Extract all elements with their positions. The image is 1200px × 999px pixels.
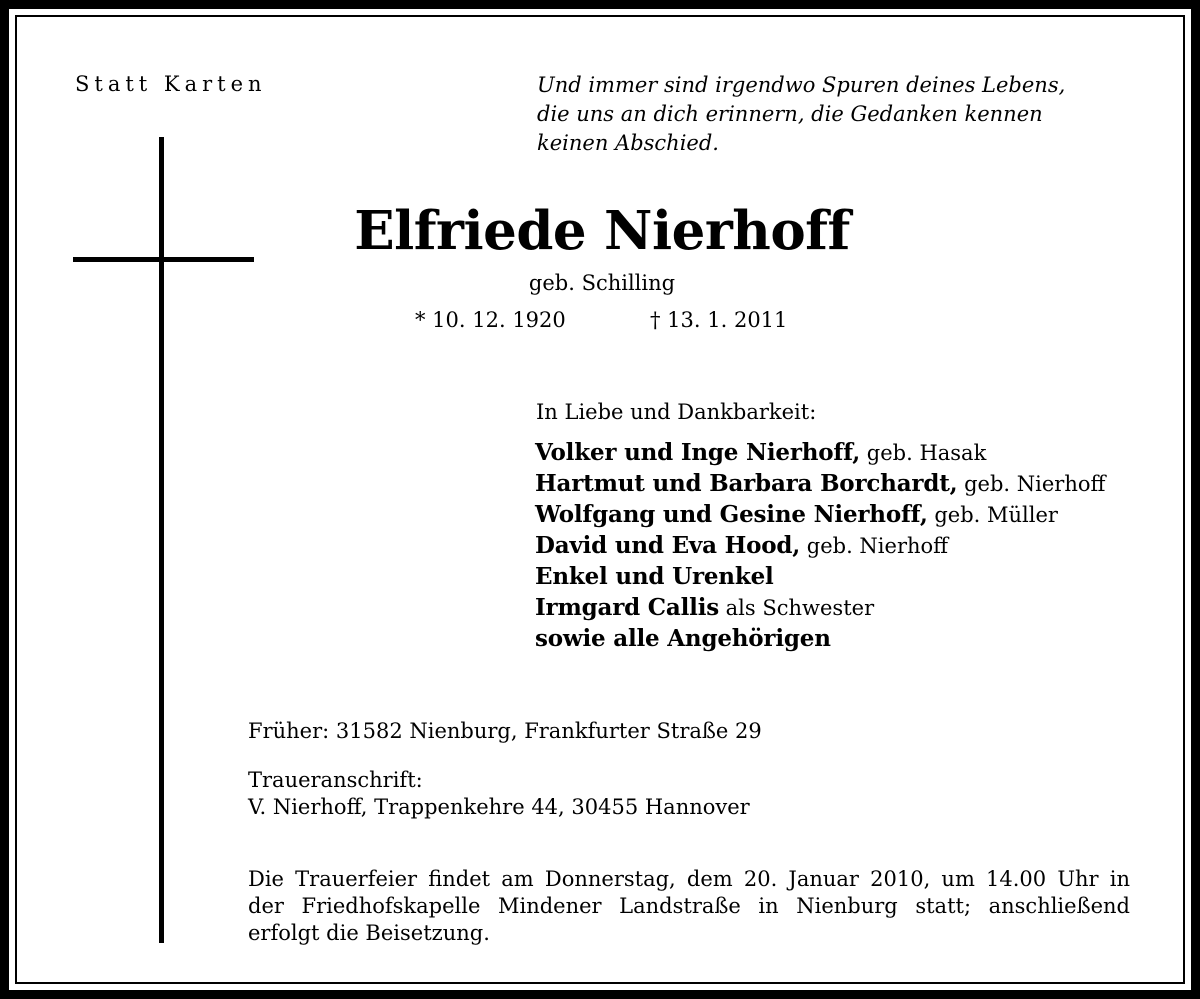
mourner-name: sowie alle Angehörigen [535, 625, 831, 652]
mourner-name: Hartmut und Barbara Borchardt, [535, 470, 958, 497]
mourners-intro: In Liebe und Dankbarkeit: [536, 400, 817, 424]
funeral-line: der Friedhofskapelle Mindener Landstraße in Nienburg statt; anschließend [248, 894, 1130, 918]
statt-karten-label: Statt Karten [75, 72, 267, 96]
mourner-name: David und Eva Hood, [535, 532, 801, 559]
mourner-note: geb. Hasak [860, 441, 987, 465]
mourner-note: geb. Nierhoff [800, 534, 949, 558]
mourning-address: V. Nierhoff, Trappenkehre 44, 30455 Hannover [248, 795, 750, 819]
mourner-note: geb. Müller [927, 503, 1058, 527]
mourner-note: geb. Nierhoff [957, 472, 1106, 496]
quote-line: Und immer sind irgendwo Spuren deines Lebens, [537, 73, 1066, 97]
mourner-entry [535, 623, 1105, 654]
mourner-name: Enkel und Urenkel [535, 563, 774, 590]
funeral-line: Die Trauerfeier findet am Donnerstag, dem 20. Januar 2010, um 14.00 Uhr in [248, 867, 1130, 891]
deceased-name: Elfriede Nierhoff [354, 200, 850, 262]
mourning-address-label: Traueranschrift: [248, 768, 423, 792]
mourner-name: Volker und Inge Nierhoff, [535, 439, 861, 466]
mourner-entry [535, 468, 1105, 499]
quote-line: keinen Abschied. [537, 131, 719, 155]
mourner-name: Wolfgang und Gesine Nierhoff, [535, 501, 928, 528]
birth-date: * 10. 12. 1920 [415, 308, 566, 332]
mourner-entry [535, 561, 1105, 592]
mourner-entry [535, 499, 1105, 530]
quote-line: die uns an dich erinnern, die Gedanken kennen [537, 102, 1043, 126]
memorial-quote [537, 71, 1157, 158]
mourning-address-block [248, 767, 750, 821]
funeral-info [248, 866, 1148, 947]
mourner-entry [535, 437, 1105, 468]
mourner-entry [535, 530, 1105, 561]
former-address: Früher: 31582 Nienburg, Frankfurter Straße 29 [248, 719, 762, 743]
funeral-line: erfolgt die Beisetzung. [248, 921, 490, 945]
mourner-note: als Schwester [718, 596, 875, 620]
birth-name: geb. Schilling [528, 271, 676, 295]
mourner-name: Irmgard Callis [535, 594, 719, 621]
mourners-list [535, 437, 1105, 654]
death-date: † 13. 1. 2011 [650, 308, 788, 332]
mourner-entry [535, 592, 1105, 623]
